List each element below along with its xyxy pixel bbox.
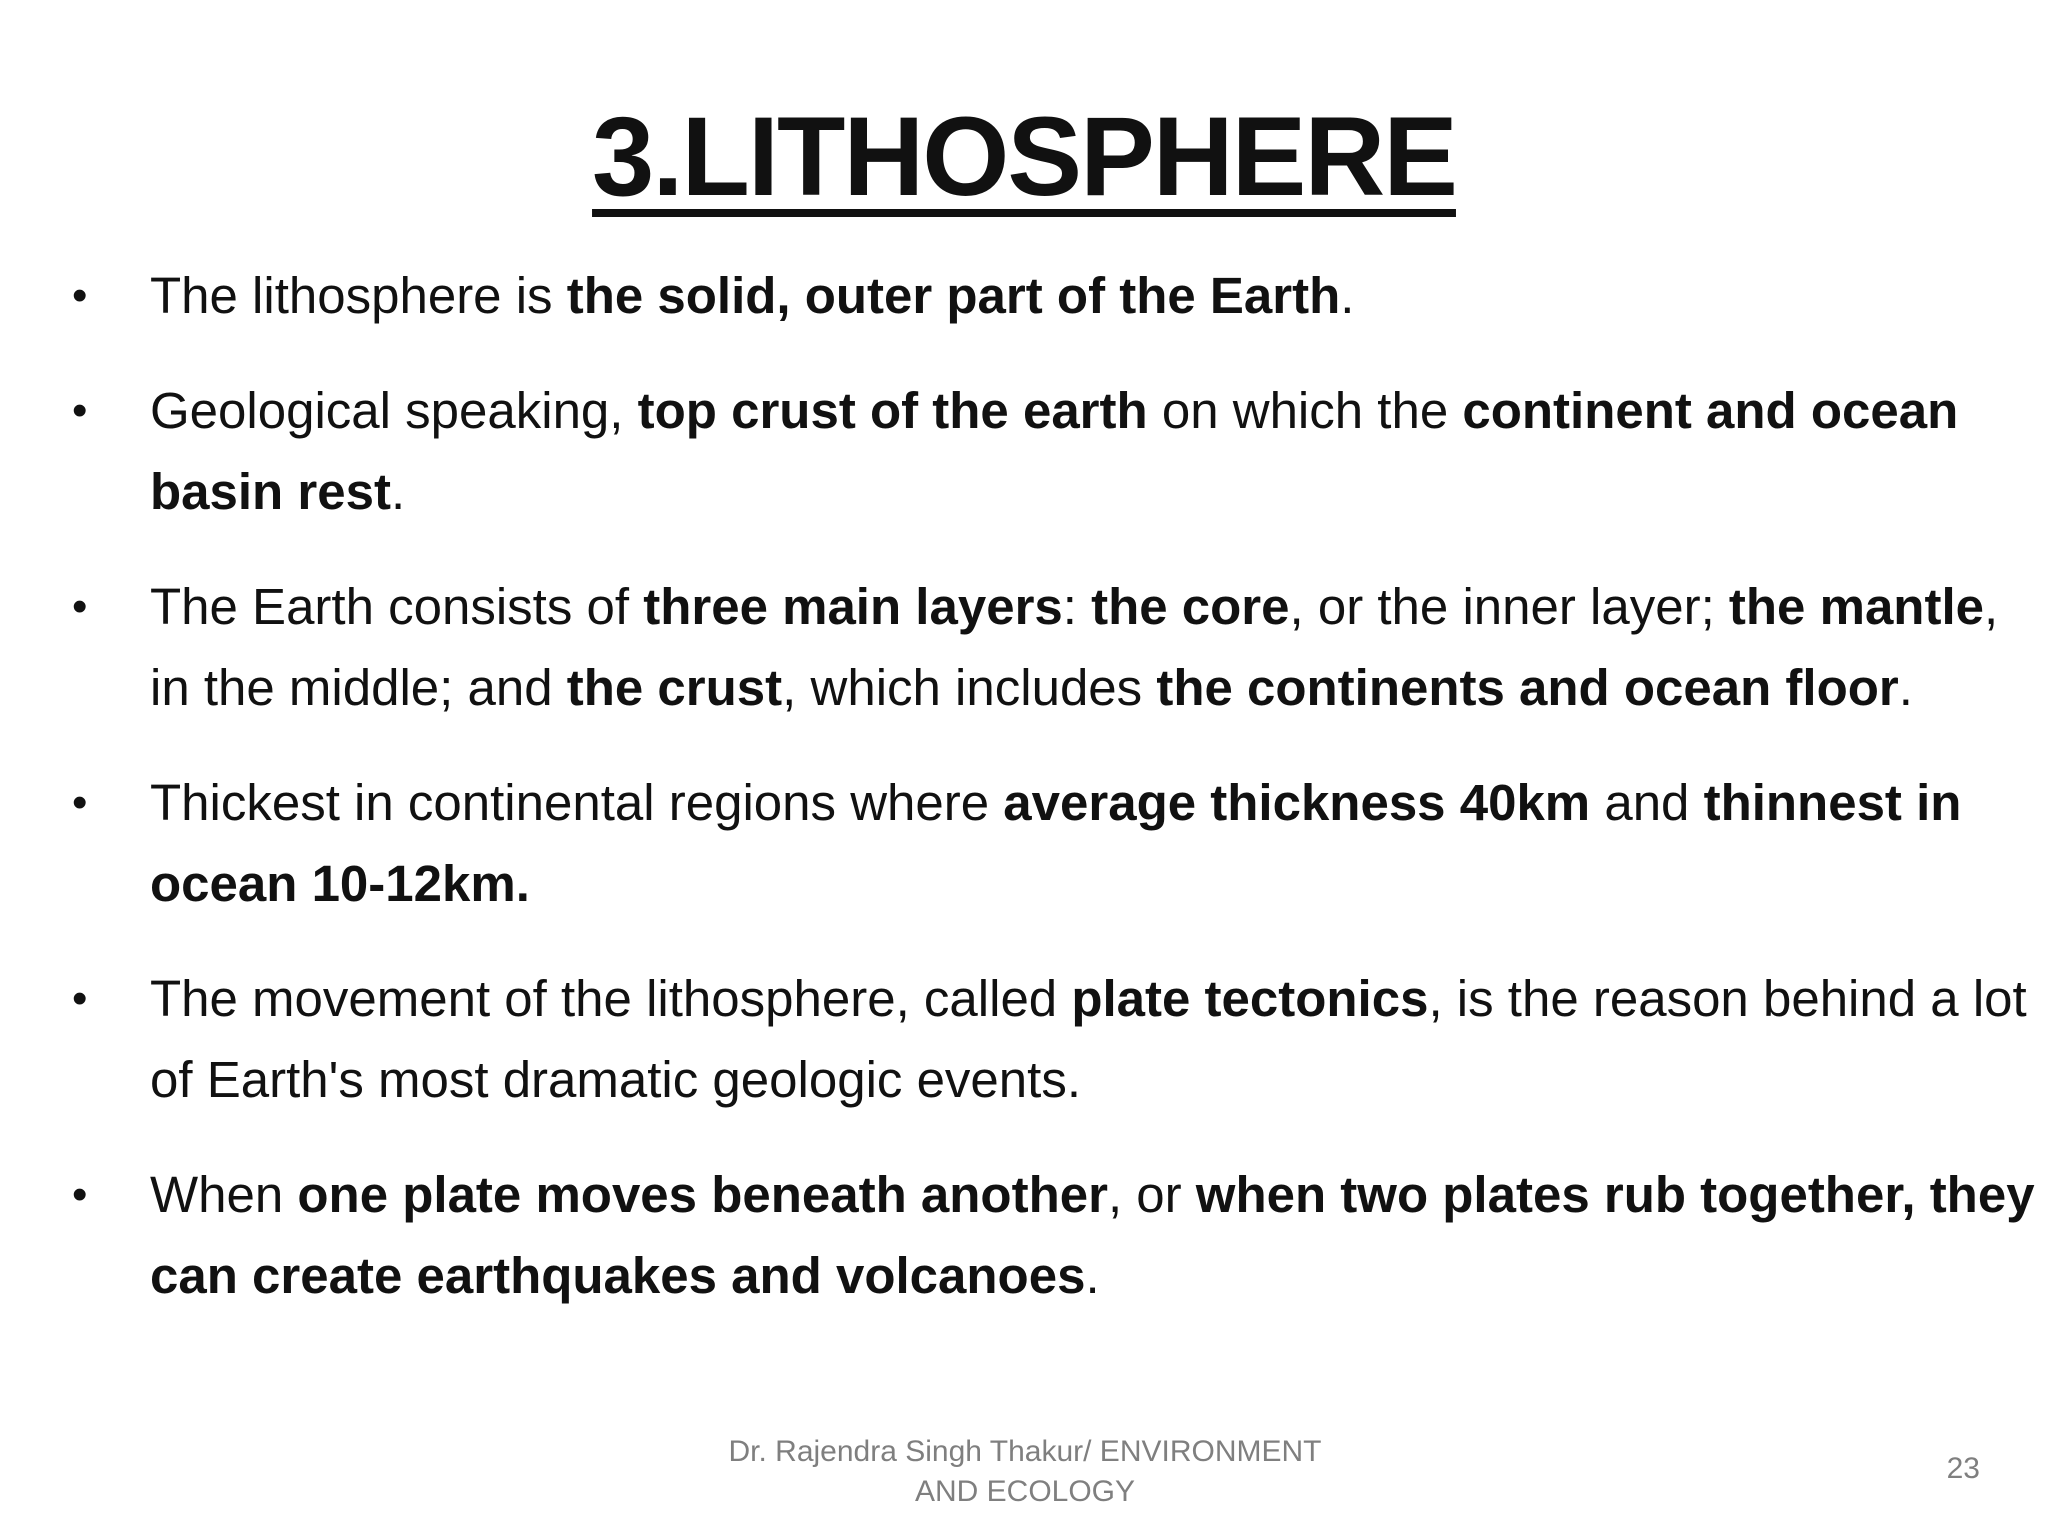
bullet-bold-text: the solid, outer part of the Earth <box>566 267 1341 324</box>
bullet-text: on which the <box>1147 382 1463 439</box>
bullet-bold-text: average thickness 40km <box>1003 774 1591 831</box>
bullet-list <box>60 255 2048 1350</box>
bullet-bold-text: continent and ocean basin rest <box>150 382 1959 520</box>
bullet-text: . <box>1340 267 1355 324</box>
bullet-item <box>60 958 2048 1120</box>
bullet-bold-text: top crust of the earth <box>637 382 1148 439</box>
bullet-bold-text: when two plates rub together, they can create earthquakes and volcanoes <box>150 1166 2035 1304</box>
bullet-item <box>60 370 2048 532</box>
bullet-text: : <box>1062 578 1092 635</box>
bullet-text: The lithosphere is <box>150 267 567 324</box>
bullet-text: . <box>1085 1247 1100 1304</box>
bullet-item <box>60 566 2048 728</box>
bullet-bold-text: the core <box>1091 578 1290 635</box>
bullet-text: When <box>150 1166 298 1223</box>
bullet-bold-text: the continents and ocean floor <box>1156 659 1899 716</box>
bullet-text: , is the reason behind a lot of Earth's most dramatic geologic events. <box>150 970 2027 1108</box>
bullet-text: , or the inner layer; <box>1289 578 1729 635</box>
bullet-text: The movement of the lithosphere, called <box>150 970 1072 1027</box>
bullet-item <box>60 1154 2048 1316</box>
bullet-text: Geological speaking, <box>150 382 638 439</box>
bullet-bold-text: one plate moves beneath another <box>297 1166 1108 1223</box>
bullet-dot-icon: • <box>72 1170 88 1219</box>
bullet-text: . <box>1898 659 1913 716</box>
bullet-dot-icon: • <box>72 974 88 1023</box>
bullet-text: and <box>1590 774 1704 831</box>
bullet-bold-text: the mantle <box>1728 578 1984 635</box>
bullet-bold-text: plate tectonics <box>1071 970 1429 1027</box>
footer-text: Dr. Rajendra Singh Thakur/ ENVIRONMENT AND ECOLOGY <box>728 1435 1322 1508</box>
bullet-bold-text: thinnest in ocean 10-12km. <box>150 774 1962 912</box>
bullet-bold-text: the crust <box>566 659 783 716</box>
bullet-dot-icon: • <box>72 778 88 827</box>
bullet-text: Thickest in continental regions where <box>150 774 1004 831</box>
bullet-text: , or <box>1107 1166 1196 1223</box>
bullet-text: The Earth consists of <box>150 578 644 635</box>
bullet-dot-icon: • <box>72 386 88 435</box>
slide-title <box>0 92 2048 222</box>
bullet-dot-icon: • <box>72 582 88 631</box>
bullet-text: , which includes <box>782 659 1157 716</box>
page-number: 23 <box>1946 1452 1980 1485</box>
slide-title-text: 3.LITHOSPHERE <box>592 94 1456 219</box>
bullet-item <box>60 255 2048 336</box>
bullet-item <box>60 762 2048 924</box>
bullet-text: . <box>390 463 406 520</box>
bullet-bold-text: three main layers <box>643 578 1063 635</box>
bullet-text: , in the middle; and <box>150 578 1999 716</box>
bullet-dot-icon: • <box>72 271 88 320</box>
